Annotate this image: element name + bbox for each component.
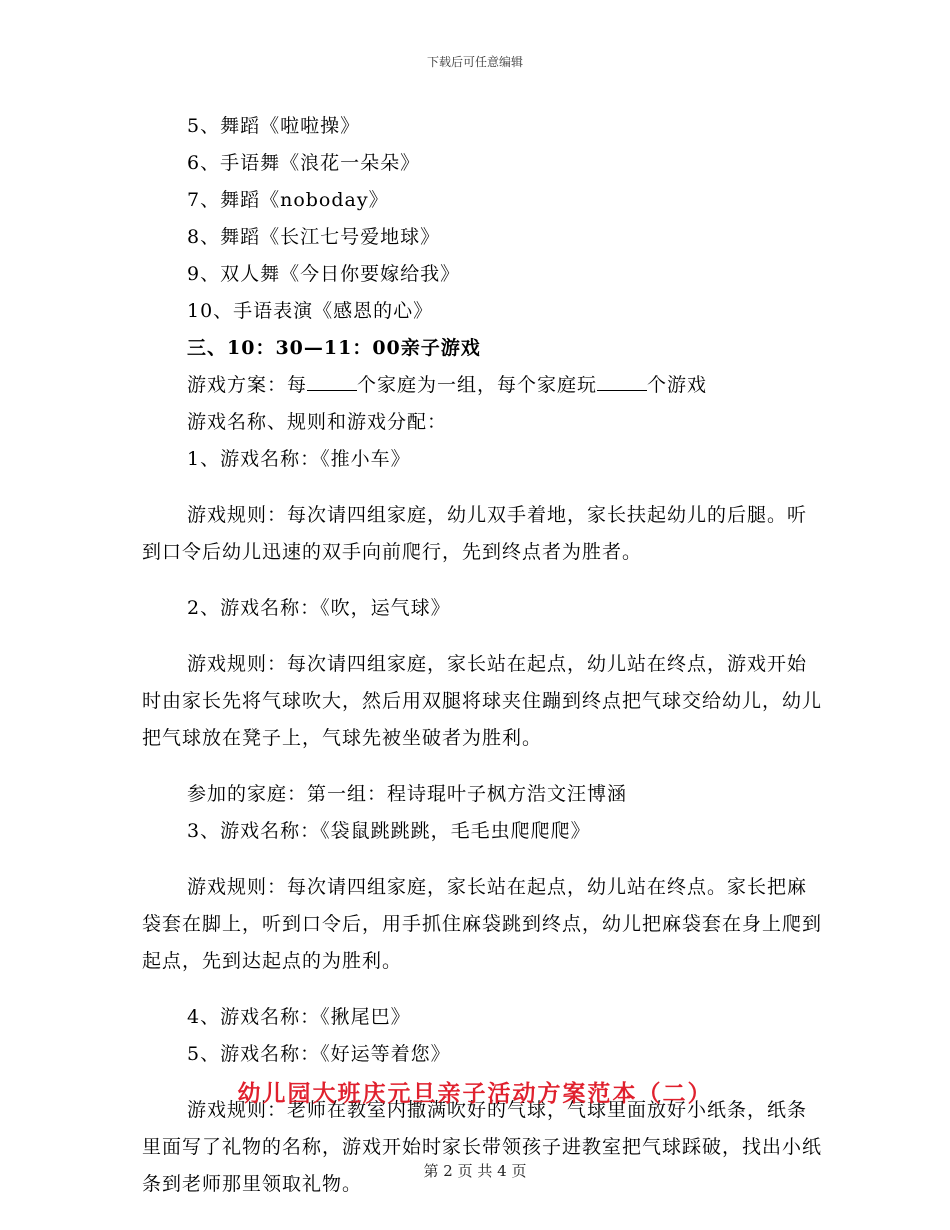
game5-rule: 游戏规则：老师在教室内撒满吹好的气球，气球里面放好小纸条，纸条里面写了礼物的名称，游戏开始时家长带领孩子进教室把气球踩破，找出小纸条到老师那里领取礼物。 xyxy=(142,1099,823,1195)
game2-name: 2、游戏名称：《吹，运气球》 xyxy=(187,597,451,619)
game1-name: 1、游戏名称：《推小车》 xyxy=(187,448,411,470)
game3-name: 3、游戏名称：《袋鼠跳跳跳，毛毛虫爬爬爬》 xyxy=(187,820,591,842)
game-plan-mid: 个家庭为一组，每个家庭玩 xyxy=(357,374,598,396)
blank-field xyxy=(307,371,357,391)
game5-name: 5、游戏名称：《好运等着您》 xyxy=(187,1043,451,1065)
page-footer: 第 2 页 共 4 页 xyxy=(423,1162,527,1180)
game-names-intro: 游戏名称、规则和游戏分配： xyxy=(187,411,448,433)
game4-name: 4、游戏名称：《揪尾巴》 xyxy=(187,1006,411,1028)
program-item-7: 7、舞蹈《noboday》 xyxy=(187,189,389,211)
game3-rule: 游戏规则：每次请四组家庭，家长站在起点，幼儿站在终点。家长把麻袋套在脚上，听到口令后，用手抓住麻袋跳到终点，幼儿把麻袋套在身上爬到起点，先到达起点的为胜利。 xyxy=(142,876,823,972)
game2-families: 参加的家庭：第一组：程诗琨叶子枫方浩文汪博涵 xyxy=(187,783,628,805)
game-plan-suffix: 个游戏 xyxy=(647,374,708,396)
next-section-title: 幼儿园大班庆元旦亲子活动方案范本（二） xyxy=(237,1080,713,1107)
program-item-9: 9、双人舞《今日你要嫁给我》 xyxy=(187,263,461,285)
document-body xyxy=(142,108,822,1222)
blank-field xyxy=(597,371,647,391)
program-item-5: 5、舞蹈《啦啦操》 xyxy=(187,115,361,137)
page-header: 下载后可任意编辑 xyxy=(426,55,523,69)
game-plan xyxy=(142,367,822,404)
game1-rule: 游戏规则：每次请四组家庭，幼儿双手着地，家长扶起幼儿的后腿。听到口令后幼儿迅速的双手向前爬行，先到终点者为胜者。 xyxy=(142,504,808,563)
game-plan-prefix: 游戏方案：每 xyxy=(187,374,308,396)
program-item-6: 6、手语舞《浪花一朵朵》 xyxy=(187,152,421,174)
program-item-10: 10、手语表演《感恩的心》 xyxy=(187,300,434,322)
section-heading: 三、10：30—11：00亲子游戏 xyxy=(187,337,481,359)
program-item-8: 8、舞蹈《长江七号爱地球》 xyxy=(187,226,441,248)
game2-rule: 游戏规则：每次请四组家庭，家长站在起点，幼儿站在终点，游戏开始时由家长先将气球吹大，然后用双腿将球夹住蹦到终点把气球交给幼儿，幼儿把气球放在凳子上，气球先被坐破者为胜利。 xyxy=(142,653,823,749)
